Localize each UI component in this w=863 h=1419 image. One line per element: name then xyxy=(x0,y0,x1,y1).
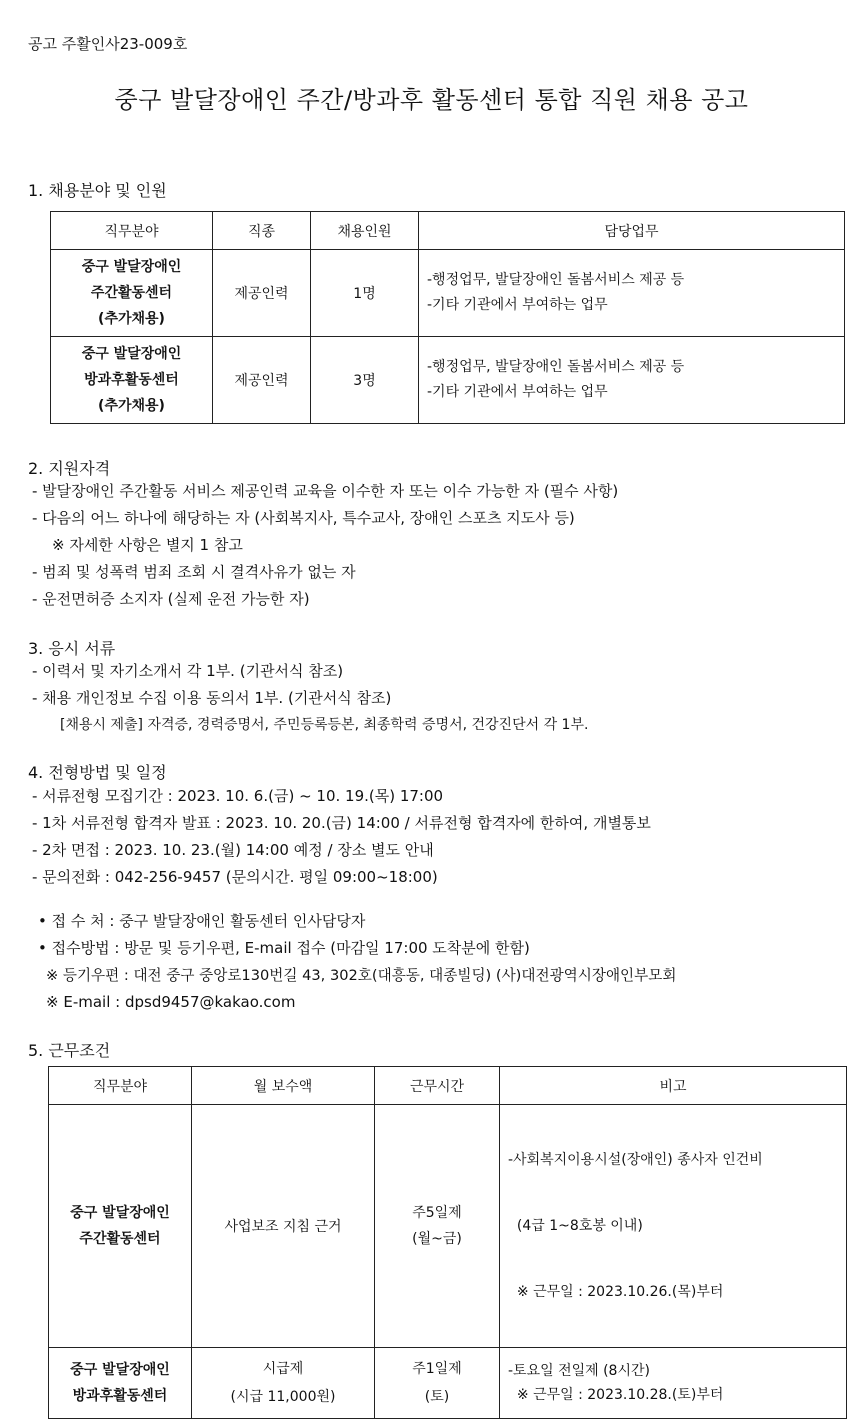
note-cell xyxy=(500,1348,847,1419)
table-row xyxy=(49,1105,847,1348)
note-cell xyxy=(500,1105,847,1348)
list-item: • 접수방법 : 방문 및 등기우편, E-mail 접수 (마감일 17:00 도착분에 한함) xyxy=(38,939,530,957)
table-row xyxy=(49,1348,847,1419)
cell-text: (토) xyxy=(424,1389,450,1405)
schedule-list xyxy=(32,783,651,891)
cell-text: 중구 발달장애인 xyxy=(70,1362,170,1378)
count-cell: 1명 xyxy=(311,250,419,337)
list-item: [채용시 제출] 자격증, 경력증명서, 주민등록등본, 최종학력 증명서, 건강진단서 각 1부. xyxy=(60,717,589,733)
cell-text: (월~금) xyxy=(412,1231,462,1247)
header-cell: 채용인원 xyxy=(311,212,419,250)
list-item: - 1차 서류전형 합격자 발표 : 2023. 10. 20.(금) 14:00 / 서류전형 합격자에 한하여, 개별통보 xyxy=(32,814,651,832)
hours-cell xyxy=(375,1105,500,1348)
page-title: 중구 발달장애인 주간/방과후 활동센터 통합 직원 채용 공고 xyxy=(114,86,749,114)
header-cell: 직종 xyxy=(213,212,311,250)
count-cell: 3명 xyxy=(311,337,419,424)
cell-text: 주간활동센터 xyxy=(79,1231,161,1247)
section-3-heading: 3. 응시 서류 xyxy=(28,639,116,658)
list-item: - 2차 면접 : 2023. 10. 23.(월) 14:00 예정 / 장소 별도 안내 xyxy=(32,841,434,859)
cell-text: ※ 근무일 : 2023.10.28.(토)부터 xyxy=(508,1387,724,1403)
header-cell: 근무시간 xyxy=(375,1067,500,1105)
type-cell: 제공인력 xyxy=(213,250,311,337)
cell-text: -사회복지이용시설(장애인) 종사자 인건비 xyxy=(508,1152,763,1168)
hours-cell xyxy=(375,1348,500,1419)
cell-text: 중구 발달장애인 xyxy=(81,346,182,362)
cell-text: 사업보조 지침 근거 xyxy=(224,1219,342,1235)
cell-text: ※ 근무일 : 2023.10.26.(목)부터 xyxy=(508,1284,724,1300)
list-item: - 범죄 및 성폭력 범죄 조회 시 결격사유가 없는 자 xyxy=(32,563,356,581)
header-cell: 담당업무 xyxy=(419,212,845,250)
list-item: - 운전면허증 소지자 (실제 운전 가능한 자) xyxy=(32,590,310,608)
table-row xyxy=(51,337,845,424)
duties-cell xyxy=(419,337,845,424)
list-item: - 문의전화 : 042-256-9457 (문의시간. 평일 09:00~18:00) xyxy=(32,868,438,886)
field-cell xyxy=(49,1105,192,1348)
field-cell xyxy=(51,337,213,424)
section-1-heading: 1. 채용분야 및 인원 xyxy=(28,181,167,200)
field-cell xyxy=(49,1348,192,1419)
cell-text: 중구 발달장애인 xyxy=(81,259,182,275)
list-item: ※ 자세한 사항은 별지 1 참고 xyxy=(52,536,243,554)
cell-text: -토요일 전일제 (8시간) xyxy=(508,1363,650,1379)
work-conditions-table xyxy=(48,1066,847,1419)
header-cell: 직무분야 xyxy=(49,1067,192,1105)
list-item: - 서류전형 모집기간 : 2023. 10. 6.(금) ~ 10. 19.(목) 17:00 xyxy=(32,787,444,805)
cell-text: (시급 11,000원) xyxy=(230,1389,336,1405)
qualification-list xyxy=(32,478,618,613)
list-item: - 발달장애인 주간활동 서비스 제공인력 교육을 이수한 자 또는 이수 가능한 자 (필수 사항) xyxy=(32,482,619,500)
cell-text: -기타 기관에서 부여하는 업무 xyxy=(427,384,608,400)
list-item: - 채용 개인정보 수집 이용 동의서 1부. (기관서식 참조) xyxy=(32,689,392,707)
list-item: ※ 등기우편 : 대전 중구 중앙로130번길 43, 302호(대흥동, 대종빌딩) (사)대전광역시장애인부모회 xyxy=(46,967,677,984)
cell-text: -행정업무, 발달장애인 돌봄서비스 제공 등 xyxy=(427,359,685,375)
cell-text: 방과후활동센터 xyxy=(72,1388,168,1404)
pay-cell xyxy=(192,1348,375,1419)
cell-text: 주1일제 xyxy=(412,1361,462,1377)
section-4-heading: 4. 전형방법 및 일정 xyxy=(28,763,167,782)
cell-text: -기타 기관에서 부여하는 업무 xyxy=(427,297,608,313)
duties-cell xyxy=(419,250,845,337)
cell-text: 주5일제 xyxy=(412,1205,462,1221)
header-cell: 직무분야 xyxy=(51,212,213,250)
cell-text: 중구 발달장애인 xyxy=(70,1205,170,1221)
list-item: - 이력서 및 자기소개서 각 1부. (기관서식 참조) xyxy=(32,662,344,680)
cell-text: (추가채용) xyxy=(98,398,165,414)
list-item: • 접 수 처 : 중구 발달장애인 활동센터 인사담당자 xyxy=(38,912,366,930)
cell-text: (추가채용) xyxy=(98,311,165,327)
field-cell xyxy=(51,250,213,337)
header-cell: 비고 xyxy=(500,1067,847,1105)
table-row xyxy=(51,250,845,337)
cell-text: (4급 1~8호봉 이내) xyxy=(508,1218,643,1234)
reception-list xyxy=(38,908,676,1016)
type-cell: 제공인력 xyxy=(213,337,311,424)
cell-text: -행정업무, 발달장애인 돌봄서비스 제공 등 xyxy=(427,272,685,288)
cell-text: 주간활동센터 xyxy=(90,285,173,301)
table-header-row xyxy=(49,1067,847,1105)
pay-cell xyxy=(192,1105,375,1348)
notice-number: 공고 주활인사23-009호 xyxy=(28,35,188,53)
list-item: ※ E-mail : dpsd9457@kakao.com xyxy=(46,993,296,1011)
section-2-heading: 2. 지원자격 xyxy=(28,459,111,478)
header-cell: 월 보수액 xyxy=(192,1067,375,1105)
list-item: - 다음의 어느 하나에 해당하는 자 (사회복지사, 특수교사, 장애인 스포츠 지도사 등) xyxy=(32,509,575,527)
recruitment-table xyxy=(50,211,845,424)
documents-list xyxy=(32,658,588,739)
cell-text: 방과후활동센터 xyxy=(84,372,179,388)
table-header-row xyxy=(51,212,845,250)
cell-text: 시급제 xyxy=(262,1361,304,1377)
section-5-heading: 5. 근무조건 xyxy=(28,1041,111,1060)
